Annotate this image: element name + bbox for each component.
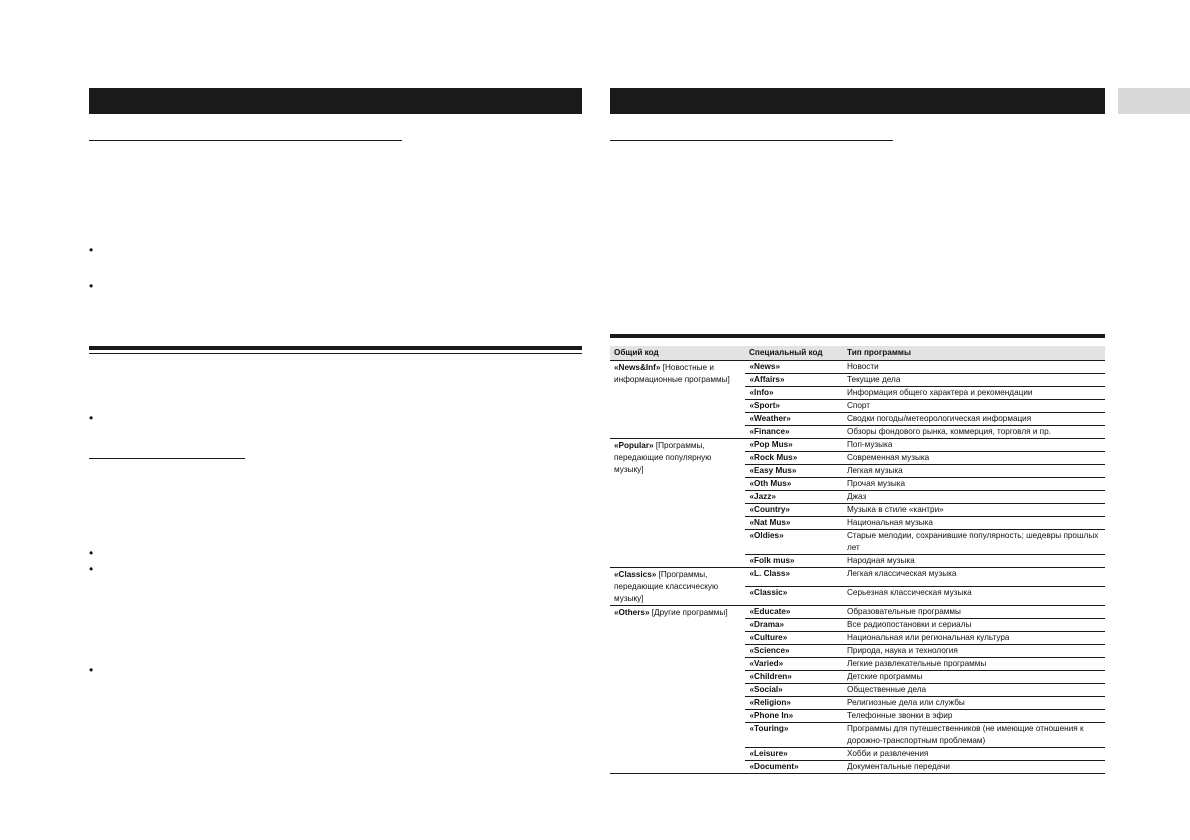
special-code-cell: «Easy Mus» (745, 465, 843, 478)
left-bullet-2: • (89, 279, 94, 293)
program-type-cell: Музыка в стиле «кантри» (843, 504, 1105, 517)
program-type-cell: Детские программы (843, 671, 1105, 684)
general-code-name: «Others» (614, 608, 650, 617)
special-code-cell: «Science» (745, 645, 843, 658)
program-type-cell: Общественные дела (843, 684, 1105, 697)
special-code-cell: «Nat Mus» (745, 517, 843, 530)
special-code-cell: «Finance» (745, 426, 843, 439)
general-code-cell (610, 439, 745, 568)
program-type-cell: Поп-музыка (843, 439, 1105, 452)
special-code-cell: «Touring» (745, 723, 843, 748)
program-type-cell: Спорт (843, 400, 1105, 413)
program-type-cell: Джаз (843, 491, 1105, 504)
left-section-header-band (89, 88, 582, 114)
general-code-cell (610, 606, 745, 774)
rds-program-type-table (610, 346, 1105, 774)
program-type-cell: Современная музыка (843, 452, 1105, 465)
table-header-row (610, 346, 1105, 361)
special-code-cell: «Sport» (745, 400, 843, 413)
special-code-cell: «Children» (745, 671, 843, 684)
table-row (610, 568, 1105, 587)
general-code-description: [Новостные и информационные программы] (614, 363, 730, 384)
program-type-cell: Программы для путешественников (не имеющие отношения к дорожно-транспортным проблемам) (843, 723, 1105, 748)
program-type-cell: Хобби и развлечения (843, 748, 1105, 761)
special-code-cell: «Leisure» (745, 748, 843, 761)
special-code-cell: «Classic» (745, 587, 843, 606)
program-type-cell: Старые мелодии, сохранившие популярность; шедевры прошлых лет (843, 530, 1105, 555)
program-type-cell: Легкая классическая музыка (843, 568, 1105, 587)
program-type-cell: Образовательные программы (843, 606, 1105, 619)
special-code-cell: «Rock Mus» (745, 452, 843, 465)
special-code-cell: «L. Class» (745, 568, 843, 587)
program-type-cell: Новости (843, 361, 1105, 374)
table-row (610, 606, 1105, 619)
header-program-type: Тип программы (843, 346, 1105, 361)
table-top-rule (610, 334, 1105, 338)
general-code-name: «News&Inf» (614, 363, 661, 372)
special-code-cell: «News» (745, 361, 843, 374)
header-special-code: Специальный код (745, 346, 843, 361)
left-bullet-4: • (89, 546, 94, 560)
general-code-name: «Classics» (614, 570, 657, 579)
program-type-cell: Документальные передачи (843, 761, 1105, 774)
language-tab-strip (1118, 88, 1190, 114)
table-row (610, 361, 1105, 374)
special-code-cell: «Pop Mus» (745, 439, 843, 452)
left-bullet-3: • (89, 411, 94, 425)
left-section-divider-thin (89, 353, 582, 354)
special-code-cell: «Educate» (745, 606, 843, 619)
special-code-cell: «Oth Mus» (745, 478, 843, 491)
special-code-cell: «Weather» (745, 413, 843, 426)
special-code-cell: «Religion» (745, 697, 843, 710)
special-code-cell: «Document» (745, 761, 843, 774)
left-subheading-underline-2 (89, 458, 245, 459)
program-type-cell: Сводки погоды/метеорологическая информация (843, 413, 1105, 426)
program-type-cell: Все радиопостановки и сериалы (843, 619, 1105, 632)
left-bullet-1: • (89, 243, 94, 257)
general-code-description: [Программы, передающие классическую музыку] (614, 570, 719, 603)
special-code-cell: «Culture» (745, 632, 843, 645)
general-code-name: «Popular» (614, 441, 654, 450)
program-type-cell: Прочая музыка (843, 478, 1105, 491)
general-code-description: [Программы, передающие популярную музыку] (614, 441, 712, 474)
right-section-header-band (610, 88, 1105, 114)
special-code-cell: «Affairs» (745, 374, 843, 387)
program-type-cell: Информация общего характера и рекомендации (843, 387, 1105, 400)
left-bullet-5: • (89, 562, 94, 576)
special-code-cell: «Folk mus» (745, 555, 843, 568)
special-code-cell: «Phone In» (745, 710, 843, 723)
program-type-cell: Религиозные дела или службы (843, 697, 1105, 710)
general-code-cell (610, 361, 745, 439)
special-code-cell: «Oldies» (745, 530, 843, 555)
special-code-cell: «Country» (745, 504, 843, 517)
special-code-cell: «Social» (745, 684, 843, 697)
general-code-description: [Другие программы] (651, 608, 728, 617)
left-section-divider-thick (89, 346, 582, 350)
program-type-cell: Народная музыка (843, 555, 1105, 568)
general-code-cell (610, 568, 745, 606)
program-type-cell: Национальная музыка (843, 517, 1105, 530)
special-code-cell: «Info» (745, 387, 843, 400)
program-type-cell: Национальная или региональная культура (843, 632, 1105, 645)
table-row (610, 439, 1105, 452)
program-type-cell: Обзоры фондового рынка, коммерция, торговля и пр. (843, 426, 1105, 439)
left-subheading-underline (89, 140, 402, 141)
right-subheading-underline (610, 140, 893, 141)
program-type-cell: Легкие развлекательные программы (843, 658, 1105, 671)
special-code-cell: «Drama» (745, 619, 843, 632)
left-bullet-6: • (89, 663, 94, 677)
program-type-cell: Природа, наука и технология (843, 645, 1105, 658)
program-type-cell: Телефонные звонки в эфир (843, 710, 1105, 723)
program-type-cell: Серьезная классическая музыка (843, 587, 1105, 606)
program-type-cell: Легкая музыка (843, 465, 1105, 478)
special-code-cell: «Varied» (745, 658, 843, 671)
program-type-cell: Текущие дела (843, 374, 1105, 387)
special-code-cell: «Jazz» (745, 491, 843, 504)
header-general-code: Общий код (610, 346, 745, 361)
